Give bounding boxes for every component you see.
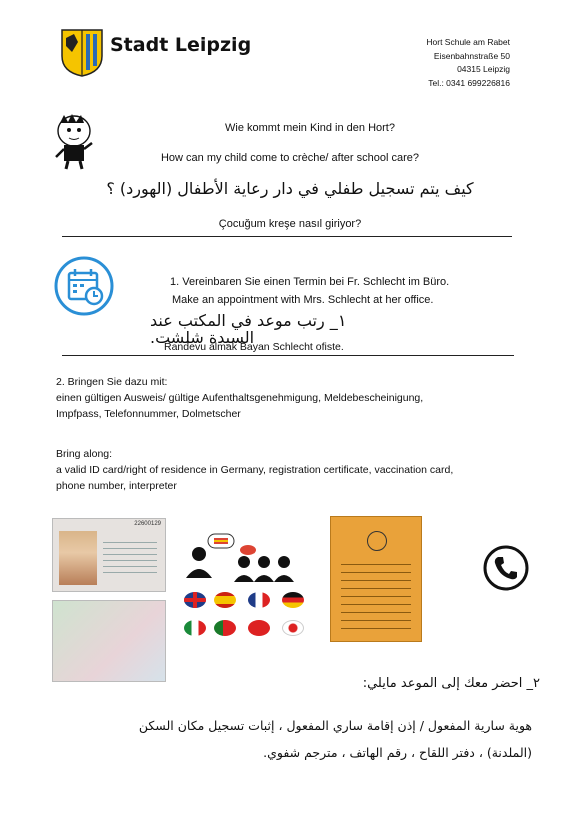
divider: [62, 236, 512, 237]
step1-german: 1. Vereinbaren Sie einen Termin bei Fr. Schlecht im Büro.: [170, 276, 450, 288]
vaccination-card-image: [330, 516, 422, 642]
japan-flag-icon: [282, 620, 304, 636]
question-german: Wie kommt mein Kind in den Hort?: [225, 122, 395, 134]
step2-english: [56, 446, 453, 494]
step1-arabic: ١_ رتب موعد في المكتب عند السيدة شلشت.: [150, 311, 347, 347]
residence-permit-image: [52, 600, 166, 682]
germany-flag-icon: [282, 592, 304, 608]
question-turkish: Çocuğum kreşe nasıl giriyor?: [218, 218, 362, 230]
school-address: [426, 36, 510, 90]
uk-flag-icon: [184, 592, 206, 608]
question-english: How can my child come to crèche/ after school care?: [160, 152, 419, 164]
address-line: 04315 Leipzig: [457, 64, 510, 74]
step2-arabic-line2: (الملدنة) ، دفتر اللقاح ، رقم الهاتف ، مترجم شفوي.: [263, 745, 532, 760]
id-card-number: 22600129: [134, 521, 161, 527]
address-line: Eisenbahnstraße 50: [433, 50, 510, 61]
phone-icon: [482, 544, 530, 592]
italy-flag-icon: [184, 620, 206, 636]
address-line: Hort Schule am Rabet: [426, 37, 510, 47]
step2-english-list: phone number, interpreter: [56, 480, 177, 492]
interpreter-people-icon: [182, 532, 312, 584]
id-card-image: [52, 518, 166, 592]
step2-arabic-line1: هوية سارية المفعول / إذن إقامة ساري المفعول ، إثبات تسجيل مكان السكن: [138, 718, 532, 733]
france-flag-icon: [248, 592, 270, 608]
language-flags: [184, 592, 314, 642]
city-name: Stadt Leipzig: [110, 34, 252, 56]
who-emblem-icon: [367, 531, 387, 551]
id-card-photo: [59, 531, 97, 585]
step1-english: Make an appointment with Mrs. Schlecht at her office.: [172, 294, 434, 306]
step2-german: [56, 374, 423, 422]
vaccination-card-lines: [341, 557, 411, 633]
step2-german-list: Impfpass, Telefonnummer, Dolmetscher: [56, 408, 241, 420]
step2-english-list: a valid ID card/right of residence in Germany, registration certificate, vaccination card,: [56, 464, 454, 476]
step2-german-list: einen gültigen Ausweis/ gültige Aufenthaltsgenehmigung, Meldebescheinigung,: [56, 392, 424, 404]
portugal-flag-icon: [214, 620, 236, 636]
id-card-lines: [103, 537, 157, 577]
china-flag-icon: [248, 620, 270, 636]
step2-arabic-heading: ٢_ احضر معك إلى الموعد مايلي:: [362, 676, 540, 691]
city-coat-of-arms-logo: [60, 28, 104, 78]
address-line: Tel.: 0341 699226816: [428, 77, 510, 88]
step2-english-heading: Bring along:: [56, 448, 113, 460]
calendar-clock-icon: [54, 256, 114, 316]
divider: [62, 355, 514, 356]
step1-turkish: Randevu almak Bayan Schlecht ofiste.: [164, 341, 344, 353]
question-arabic: كيف يتم تسجيل طفلي في دار رعاية الأطفال (الهورد) ؟: [106, 179, 474, 198]
step2-german-heading: 2. Bringen Sie dazu mit:: [56, 376, 168, 388]
spain-flag-icon: [214, 592, 236, 608]
